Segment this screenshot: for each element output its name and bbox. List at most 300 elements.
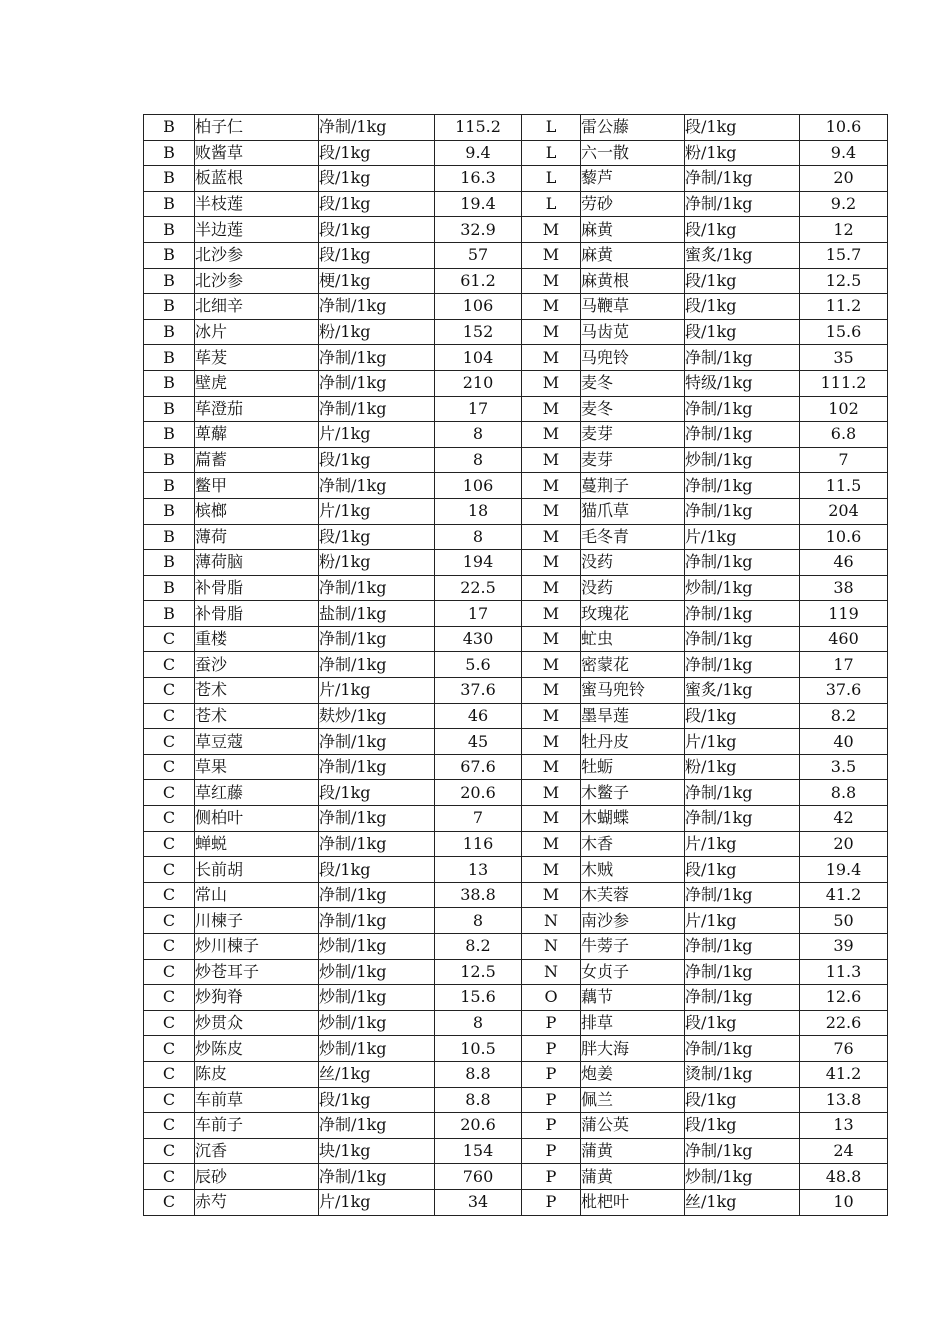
initial-cell: M xyxy=(522,831,581,857)
spec-cell: 特级/1kg xyxy=(685,370,800,396)
herb-name-cell: 蚕沙 xyxy=(195,652,319,678)
herb-name-cell: 北沙参 xyxy=(195,242,319,268)
price-cell: 20.6 xyxy=(435,1113,522,1139)
table-row xyxy=(144,396,888,422)
herb-name-cell: 女贞子 xyxy=(581,959,685,985)
initial-cell: M xyxy=(522,242,581,268)
initial-cell: C xyxy=(144,908,195,934)
initial-cell: M xyxy=(522,524,581,550)
herb-name-cell: 槟榔 xyxy=(195,498,319,524)
table-row xyxy=(144,601,888,627)
price-cell: 19.4 xyxy=(800,857,888,883)
herb-name-cell: 虻虫 xyxy=(581,626,685,652)
spec-cell: 片/1kg xyxy=(685,908,800,934)
herb-name-cell: 麦冬 xyxy=(581,370,685,396)
initial-cell: N xyxy=(522,959,581,985)
spec-cell: 净制/1kg xyxy=(685,1036,800,1062)
spec-cell: 段/1kg xyxy=(319,857,435,883)
initial-cell: P xyxy=(522,1087,581,1113)
spec-cell: 净制/1kg xyxy=(685,601,800,627)
table-row xyxy=(144,498,888,524)
spec-cell: 粉/1kg xyxy=(685,754,800,780)
initial-cell: M xyxy=(522,575,581,601)
initial-cell: C xyxy=(144,729,195,755)
price-cell: 102 xyxy=(800,396,888,422)
spec-cell: 粉/1kg xyxy=(319,550,435,576)
price-cell: 15.6 xyxy=(800,319,888,345)
herb-name-cell: 没药 xyxy=(581,550,685,576)
initial-cell: C xyxy=(144,985,195,1011)
herb-name-cell: 萹蓄 xyxy=(195,447,319,473)
price-cell: 18 xyxy=(435,498,522,524)
price-cell: 17 xyxy=(435,396,522,422)
herb-name-cell: 马兜铃 xyxy=(581,345,685,371)
spec-cell: 净制/1kg xyxy=(319,1113,435,1139)
initial-cell: M xyxy=(522,217,581,243)
initial-cell: M xyxy=(522,319,581,345)
initial-cell: C xyxy=(144,1010,195,1036)
spec-cell: 炒制/1kg xyxy=(685,447,800,473)
initial-cell: M xyxy=(522,550,581,576)
price-cell: 37.6 xyxy=(800,678,888,704)
spec-cell: 段/1kg xyxy=(685,115,800,141)
price-cell: 8 xyxy=(435,1010,522,1036)
initial-cell: B xyxy=(144,166,195,192)
price-cell: 8.8 xyxy=(800,780,888,806)
herb-name-cell: 蝉蜕 xyxy=(195,831,319,857)
table-row xyxy=(144,242,888,268)
herb-name-cell: 川楝子 xyxy=(195,908,319,934)
herb-price-table xyxy=(143,114,888,1216)
price-cell: 106 xyxy=(435,473,522,499)
spec-cell: 蜜炙/1kg xyxy=(685,242,800,268)
table-row xyxy=(144,1036,888,1062)
spec-cell: 片/1kg xyxy=(685,729,800,755)
initial-cell: B xyxy=(144,370,195,396)
spec-cell: 盐制/1kg xyxy=(319,601,435,627)
initial-cell: P xyxy=(522,1036,581,1062)
herb-name-cell: 木香 xyxy=(581,831,685,857)
table-row xyxy=(144,115,888,141)
herb-name-cell: 排草 xyxy=(581,1010,685,1036)
spec-cell: 段/1kg xyxy=(685,319,800,345)
herb-name-cell: 半枝莲 xyxy=(195,191,319,217)
herb-name-cell: 麦芽 xyxy=(581,422,685,448)
spec-cell: 炒制/1kg xyxy=(319,1010,435,1036)
initial-cell: M xyxy=(522,422,581,448)
price-cell: 9.4 xyxy=(800,140,888,166)
price-cell: 76 xyxy=(800,1036,888,1062)
initial-cell: C xyxy=(144,1164,195,1190)
spec-cell: 净制/1kg xyxy=(319,831,435,857)
herb-name-cell: 毛冬青 xyxy=(581,524,685,550)
price-cell: 13 xyxy=(800,1113,888,1139)
initial-cell: L xyxy=(522,140,581,166)
price-cell: 106 xyxy=(435,294,522,320)
herb-name-cell: 柏子仁 xyxy=(195,115,319,141)
spec-cell: 净制/1kg xyxy=(319,754,435,780)
price-cell: 8.8 xyxy=(435,1061,522,1087)
herb-name-cell: 苍术 xyxy=(195,678,319,704)
herb-name-cell: 薄荷 xyxy=(195,524,319,550)
price-cell: 16.3 xyxy=(435,166,522,192)
herb-name-cell: 麦芽 xyxy=(581,447,685,473)
price-cell: 154 xyxy=(435,1138,522,1164)
table-row xyxy=(144,959,888,985)
price-cell: 67.6 xyxy=(435,754,522,780)
initial-cell: C xyxy=(144,652,195,678)
spec-cell: 净制/1kg xyxy=(319,370,435,396)
spec-cell: 净制/1kg xyxy=(319,729,435,755)
price-cell: 32.9 xyxy=(435,217,522,243)
table-row xyxy=(144,703,888,729)
initial-cell: M xyxy=(522,396,581,422)
herb-name-cell: 败酱草 xyxy=(195,140,319,166)
spec-cell: 净制/1kg xyxy=(319,882,435,908)
spec-cell: 炒制/1kg xyxy=(319,1036,435,1062)
initial-cell: B xyxy=(144,115,195,141)
table-body xyxy=(144,115,888,1216)
table-row xyxy=(144,140,888,166)
herb-name-cell: 板蓝根 xyxy=(195,166,319,192)
spec-cell: 炒制/1kg xyxy=(319,985,435,1011)
spec-cell: 段/1kg xyxy=(685,1087,800,1113)
price-cell: 7 xyxy=(435,806,522,832)
spec-cell: 炒制/1kg xyxy=(685,575,800,601)
spec-cell: 净制/1kg xyxy=(685,806,800,832)
price-cell: 12.5 xyxy=(800,268,888,294)
table-row xyxy=(144,550,888,576)
table-row xyxy=(144,447,888,473)
price-cell: 11.5 xyxy=(800,473,888,499)
initial-cell: C xyxy=(144,1189,195,1215)
price-cell: 20 xyxy=(800,831,888,857)
herb-name-cell: 荜茇 xyxy=(195,345,319,371)
spec-cell: 梗/1kg xyxy=(319,268,435,294)
initial-cell: C xyxy=(144,703,195,729)
spec-cell: 净制/1kg xyxy=(685,626,800,652)
spec-cell: 净制/1kg xyxy=(319,294,435,320)
spec-cell: 净制/1kg xyxy=(685,191,800,217)
price-cell: 8 xyxy=(435,524,522,550)
table-row xyxy=(144,268,888,294)
table-row xyxy=(144,294,888,320)
initial-cell: B xyxy=(144,242,195,268)
price-cell: 22.6 xyxy=(800,1010,888,1036)
herb-name-cell: 赤芍 xyxy=(195,1189,319,1215)
initial-cell: M xyxy=(522,498,581,524)
spec-cell: 净制/1kg xyxy=(685,882,800,908)
price-cell: 35 xyxy=(800,345,888,371)
herb-name-cell: 长前胡 xyxy=(195,857,319,883)
herb-name-cell: 壁虎 xyxy=(195,370,319,396)
herb-name-cell: 墨旱莲 xyxy=(581,703,685,729)
price-cell: 15.6 xyxy=(435,985,522,1011)
price-cell: 57 xyxy=(435,242,522,268)
table-row xyxy=(144,678,888,704)
spec-cell: 块/1kg xyxy=(319,1138,435,1164)
price-cell: 13 xyxy=(435,857,522,883)
spec-cell: 净制/1kg xyxy=(319,908,435,934)
herb-name-cell: 没药 xyxy=(581,575,685,601)
table-row xyxy=(144,345,888,371)
initial-cell: C xyxy=(144,678,195,704)
table-row xyxy=(144,191,888,217)
initial-cell: M xyxy=(522,806,581,832)
price-cell: 19.4 xyxy=(435,191,522,217)
herb-name-cell: 炒苍耳子 xyxy=(195,959,319,985)
table-row xyxy=(144,882,888,908)
table-row xyxy=(144,908,888,934)
initial-cell: P xyxy=(522,1061,581,1087)
price-cell: 42 xyxy=(800,806,888,832)
spec-cell: 净制/1kg xyxy=(319,396,435,422)
spec-cell: 净制/1kg xyxy=(319,473,435,499)
table-row xyxy=(144,1164,888,1190)
herb-name-cell: 牡蛎 xyxy=(581,754,685,780)
spec-cell: 粉/1kg xyxy=(685,140,800,166)
initial-cell: M xyxy=(522,370,581,396)
herb-name-cell: 萆薢 xyxy=(195,422,319,448)
table-row xyxy=(144,473,888,499)
herb-name-cell: 鳖甲 xyxy=(195,473,319,499)
table-row xyxy=(144,1087,888,1113)
spec-cell: 净制/1kg xyxy=(685,396,800,422)
table-row xyxy=(144,370,888,396)
herb-name-cell: 草豆蔻 xyxy=(195,729,319,755)
initial-cell: C xyxy=(144,1087,195,1113)
price-cell: 430 xyxy=(435,626,522,652)
price-cell: 116 xyxy=(435,831,522,857)
price-cell: 48.8 xyxy=(800,1164,888,1190)
spec-cell: 净制/1kg xyxy=(319,1164,435,1190)
initial-cell: M xyxy=(522,882,581,908)
herb-name-cell: 雷公藤 xyxy=(581,115,685,141)
price-cell: 9.2 xyxy=(800,191,888,217)
initial-cell: M xyxy=(522,268,581,294)
price-cell: 460 xyxy=(800,626,888,652)
price-cell: 8 xyxy=(435,447,522,473)
table-row xyxy=(144,831,888,857)
price-cell: 10.6 xyxy=(800,524,888,550)
herb-name-cell: 藕节 xyxy=(581,985,685,1011)
herb-name-cell: 草红藤 xyxy=(195,780,319,806)
spec-cell: 炒制/1kg xyxy=(685,1164,800,1190)
initial-cell: C xyxy=(144,806,195,832)
price-cell: 11.2 xyxy=(800,294,888,320)
herb-name-cell: 薄荷脑 xyxy=(195,550,319,576)
herb-name-cell: 佩兰 xyxy=(581,1087,685,1113)
initial-cell: C xyxy=(144,934,195,960)
spec-cell: 片/1kg xyxy=(319,678,435,704)
price-cell: 194 xyxy=(435,550,522,576)
spec-cell: 净制/1kg xyxy=(685,166,800,192)
initial-cell: C xyxy=(144,780,195,806)
table-row xyxy=(144,857,888,883)
table-row xyxy=(144,1113,888,1139)
price-cell: 17 xyxy=(800,652,888,678)
initial-cell: B xyxy=(144,191,195,217)
herb-name-cell: 猫爪草 xyxy=(581,498,685,524)
initial-cell: O xyxy=(522,985,581,1011)
spec-cell: 段/1kg xyxy=(319,242,435,268)
spec-cell: 段/1kg xyxy=(685,1010,800,1036)
herb-name-cell: 炒陈皮 xyxy=(195,1036,319,1062)
spec-cell: 麸炒/1kg xyxy=(319,703,435,729)
herb-name-cell: 木芙蓉 xyxy=(581,882,685,908)
price-cell: 40 xyxy=(800,729,888,755)
herb-name-cell: 补骨脂 xyxy=(195,601,319,627)
initial-cell: C xyxy=(144,1061,195,1087)
initial-cell: B xyxy=(144,447,195,473)
spec-cell: 片/1kg xyxy=(319,498,435,524)
table-row xyxy=(144,652,888,678)
spec-cell: 净制/1kg xyxy=(685,498,800,524)
price-cell: 38 xyxy=(800,575,888,601)
price-cell: 8.2 xyxy=(435,934,522,960)
spec-cell: 段/1kg xyxy=(685,294,800,320)
herb-name-cell: 枇杷叶 xyxy=(581,1189,685,1215)
initial-cell: P xyxy=(522,1010,581,1036)
herb-name-cell: 蜜马兜铃 xyxy=(581,678,685,704)
spec-cell: 丝/1kg xyxy=(685,1189,800,1215)
spec-cell: 净制/1kg xyxy=(319,115,435,141)
herb-name-cell: 麻黄 xyxy=(581,217,685,243)
spec-cell: 炒制/1kg xyxy=(319,934,435,960)
price-cell: 37.6 xyxy=(435,678,522,704)
herb-name-cell: 麦冬 xyxy=(581,396,685,422)
herb-name-cell: 蒲公英 xyxy=(581,1113,685,1139)
table-row xyxy=(144,1061,888,1087)
initial-cell: C xyxy=(144,754,195,780)
price-cell: 5.6 xyxy=(435,652,522,678)
price-cell: 210 xyxy=(435,370,522,396)
initial-cell: C xyxy=(144,857,195,883)
initial-cell: P xyxy=(522,1164,581,1190)
initial-cell: B xyxy=(144,550,195,576)
price-cell: 24 xyxy=(800,1138,888,1164)
herb-name-cell: 车前草 xyxy=(195,1087,319,1113)
price-cell: 45 xyxy=(435,729,522,755)
herb-name-cell: 半边莲 xyxy=(195,217,319,243)
initial-cell: M xyxy=(522,345,581,371)
herb-name-cell: 劳砂 xyxy=(581,191,685,217)
initial-cell: B xyxy=(144,396,195,422)
herb-name-cell: 麻黄 xyxy=(581,242,685,268)
herb-name-cell: 木贼 xyxy=(581,857,685,883)
initial-cell: C xyxy=(144,882,195,908)
spec-cell: 净制/1kg xyxy=(685,985,800,1011)
table-row xyxy=(144,1138,888,1164)
initial-cell: B xyxy=(144,217,195,243)
spec-cell: 炒制/1kg xyxy=(319,959,435,985)
initial-cell: B xyxy=(144,473,195,499)
price-cell: 39 xyxy=(800,934,888,960)
herb-name-cell: 陈皮 xyxy=(195,1061,319,1087)
price-cell: 13.8 xyxy=(800,1087,888,1113)
initial-cell: M xyxy=(522,294,581,320)
price-cell: 152 xyxy=(435,319,522,345)
herb-name-cell: 炮姜 xyxy=(581,1061,685,1087)
initial-cell: M xyxy=(522,601,581,627)
herb-name-cell: 胖大海 xyxy=(581,1036,685,1062)
price-cell: 12.6 xyxy=(800,985,888,1011)
initial-cell: B xyxy=(144,140,195,166)
herb-name-cell: 草果 xyxy=(195,754,319,780)
spec-cell: 丝/1kg xyxy=(319,1061,435,1087)
initial-cell: N xyxy=(522,908,581,934)
initial-cell: M xyxy=(522,703,581,729)
herb-name-cell: 马齿苋 xyxy=(581,319,685,345)
initial-cell: P xyxy=(522,1138,581,1164)
spec-cell: 片/1kg xyxy=(685,831,800,857)
herb-name-cell: 牛蒡子 xyxy=(581,934,685,960)
herb-name-cell: 六一散 xyxy=(581,140,685,166)
price-cell: 22.5 xyxy=(435,575,522,601)
initial-cell: C xyxy=(144,1138,195,1164)
price-cell: 115.2 xyxy=(435,115,522,141)
price-cell: 9.4 xyxy=(435,140,522,166)
initial-cell: M xyxy=(522,780,581,806)
initial-cell: C xyxy=(144,1113,195,1139)
price-cell: 7 xyxy=(800,447,888,473)
spec-cell: 净制/1kg xyxy=(685,780,800,806)
herb-name-cell: 苍术 xyxy=(195,703,319,729)
herb-name-cell: 牡丹皮 xyxy=(581,729,685,755)
initial-cell: L xyxy=(522,166,581,192)
price-cell: 8.8 xyxy=(435,1087,522,1113)
table-row xyxy=(144,806,888,832)
spec-cell: 段/1kg xyxy=(319,447,435,473)
spec-cell: 段/1kg xyxy=(685,703,800,729)
initial-cell: M xyxy=(522,447,581,473)
spec-cell: 净制/1kg xyxy=(685,1138,800,1164)
price-cell: 10.5 xyxy=(435,1036,522,1062)
initial-cell: B xyxy=(144,575,195,601)
spec-cell: 段/1kg xyxy=(685,268,800,294)
price-cell: 11.3 xyxy=(800,959,888,985)
herb-name-cell: 马鞭草 xyxy=(581,294,685,320)
price-cell: 61.2 xyxy=(435,268,522,294)
initial-cell: B xyxy=(144,498,195,524)
price-cell: 34 xyxy=(435,1189,522,1215)
herb-name-cell: 蔓荆子 xyxy=(581,473,685,499)
price-cell: 760 xyxy=(435,1164,522,1190)
price-cell: 20.6 xyxy=(435,780,522,806)
herb-name-cell: 侧柏叶 xyxy=(195,806,319,832)
table-row xyxy=(144,217,888,243)
herb-name-cell: 荜澄茄 xyxy=(195,396,319,422)
price-cell: 17 xyxy=(435,601,522,627)
table-row xyxy=(144,934,888,960)
table-row xyxy=(144,319,888,345)
spec-cell: 段/1kg xyxy=(319,1087,435,1113)
herb-name-cell: 南沙参 xyxy=(581,908,685,934)
spec-cell: 净制/1kg xyxy=(685,422,800,448)
price-cell: 20 xyxy=(800,166,888,192)
initial-cell: P xyxy=(522,1113,581,1139)
spec-cell: 净制/1kg xyxy=(319,806,435,832)
herb-name-cell: 木蝴蝶 xyxy=(581,806,685,832)
initial-cell: B xyxy=(144,524,195,550)
spec-cell: 片/1kg xyxy=(685,524,800,550)
spec-cell: 净制/1kg xyxy=(685,345,800,371)
spec-cell: 净制/1kg xyxy=(685,550,800,576)
price-cell: 8 xyxy=(435,422,522,448)
herb-name-cell: 车前子 xyxy=(195,1113,319,1139)
table-row xyxy=(144,524,888,550)
table-row xyxy=(144,1189,888,1215)
